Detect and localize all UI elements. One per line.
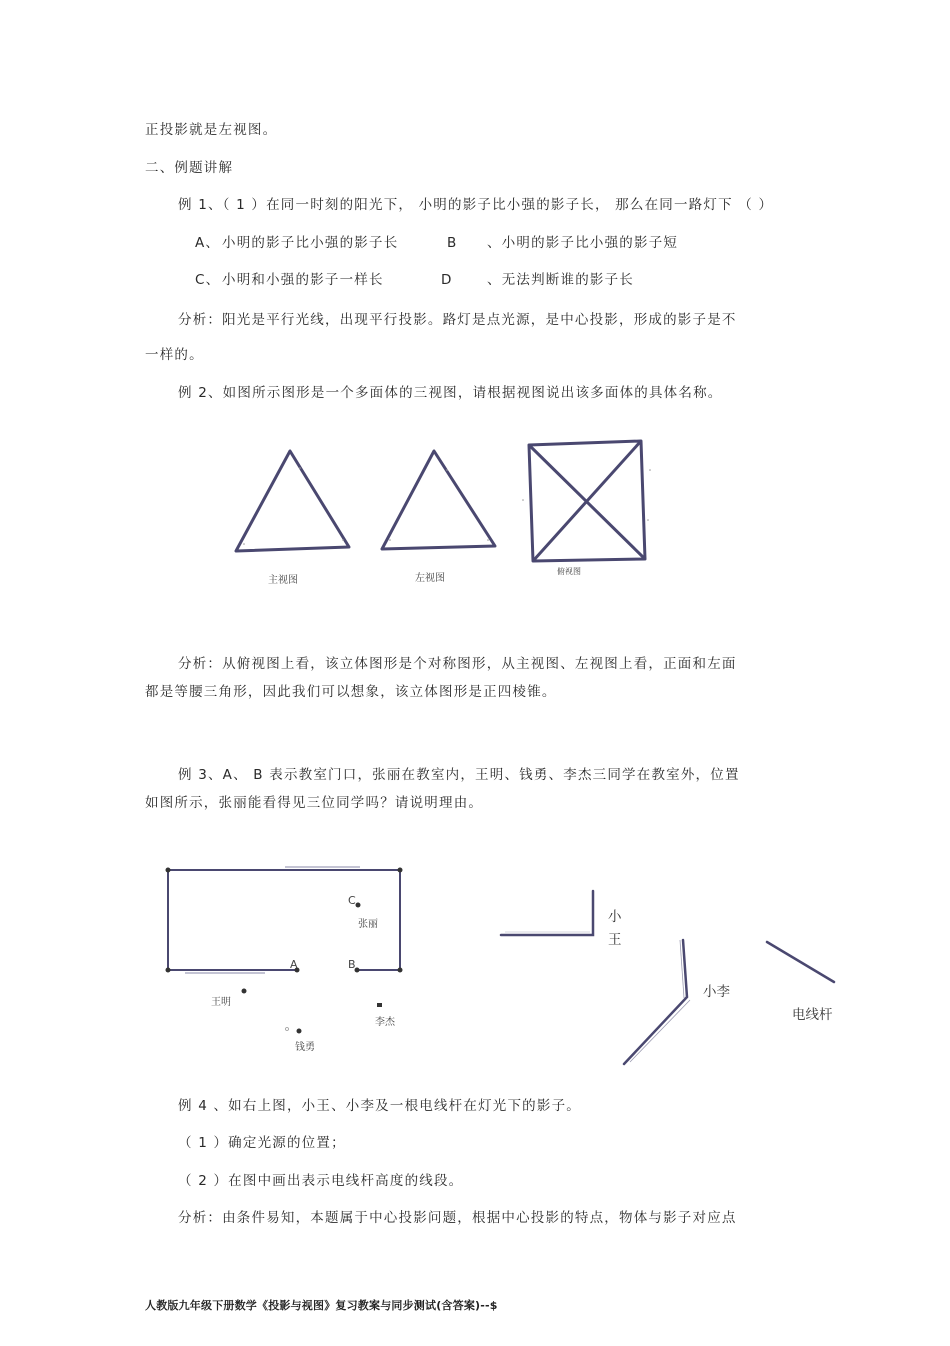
example-3-question-line-1: 例 3、A、 B 表示教室门口，张丽在教室内，王明、钱勇、李杰三同学在教室外，位置	[178, 767, 740, 783]
lijie-label: 李杰	[375, 1017, 395, 1028]
zhangli-dot	[356, 903, 361, 908]
xiaowang-shadow	[501, 891, 593, 935]
corner-dot	[398, 868, 403, 873]
example-2-analysis-line-2: 都是等腰三角形，因此我们可以想象，该立体图形是正四棱锥。	[145, 684, 557, 700]
option-d-text: 、无法判断谁的影子长	[487, 272, 634, 288]
example-3-question-line-2: 如图所示，张丽能看得见三位同学吗？请说明理由。	[145, 795, 484, 811]
example-1-analysis-line-2: 一样的。	[145, 347, 204, 363]
option-b-text: 、小明的影子比小强的影子短	[487, 235, 679, 251]
example-2-question: 例 2、如图所示图形是一个多面体的三视图，请根据视图说出该多面体的具体名称。	[178, 385, 723, 401]
pole-shadow	[767, 942, 834, 982]
page-footer: 人教版九年级下册数学《投影与视图》复习教案与同步测试(含答案)--$	[145, 1299, 498, 1312]
zhangli-label: 张丽	[358, 919, 378, 930]
example-4-part-2: （ 2 ）在图中画出表示电线杆高度的线段。	[178, 1173, 464, 1189]
example-4-question: 例 4 、如右上图，小王、小李及一根电线杆在灯光下的影子。	[178, 1098, 581, 1114]
xiaoli-shadow	[624, 940, 687, 1064]
option-d-letter: D	[441, 272, 453, 288]
point-c-label: C	[348, 894, 356, 907]
corner-dot	[398, 968, 403, 973]
wangming-dot	[242, 989, 247, 994]
qianyong-label: 钱勇	[295, 1042, 315, 1053]
wangming-label: 王明	[211, 997, 231, 1008]
example-1-analysis-line-1: 分析：阳光是平行光线，出现平行投影。路灯是点光源，是中心投影，形成的影子是不	[178, 312, 737, 328]
xiaoli-label: 小李	[703, 984, 730, 1000]
top-view-label: 俯视图	[557, 567, 581, 576]
option-c-letter: C、	[195, 272, 221, 288]
option-a-text: 小明的影子比小强的影子长	[222, 235, 399, 251]
example-2-analysis-line-1: 分析：从俯视图上看，该立体图形是个对称图形，从主视图、左视图上看，正面和左面	[178, 656, 737, 672]
xiaowang-label-1: 小	[608, 909, 622, 925]
option-c-text: 小明和小强的影子一样长	[222, 272, 384, 288]
corner-dot	[166, 868, 171, 873]
pole-label: 电线杆	[792, 1007, 833, 1023]
left-view-label: 左视图	[415, 573, 445, 584]
option-b-letter: B	[447, 235, 458, 251]
qianyong-dot	[297, 1029, 302, 1034]
point-a-label: A	[290, 958, 298, 971]
example-4-part-1: （ 1 ）确定光源的位置；	[178, 1135, 346, 1151]
lijie-dot	[377, 1003, 382, 1007]
example-4-analysis: 分析：由条件易知，本题属于中心投影问题，根据中心投影的特点，物体与影子对应点	[178, 1210, 737, 1226]
example-1-question: 例 1、（ 1 ）在同一时刻的阳光下， 小明的影子比小强的影子长， 那么在同一路灯下 （ ）	[178, 197, 774, 213]
text-line-1: 正投影就是左视图。	[145, 122, 278, 138]
front-view-label: 主视图	[268, 575, 298, 586]
point-b-label: B	[348, 958, 356, 971]
section-heading: 二、例题讲解	[145, 160, 234, 176]
xiaowang-label-2: 王	[608, 932, 622, 948]
option-a-letter: A、	[195, 235, 221, 251]
corner-dot	[166, 968, 171, 973]
